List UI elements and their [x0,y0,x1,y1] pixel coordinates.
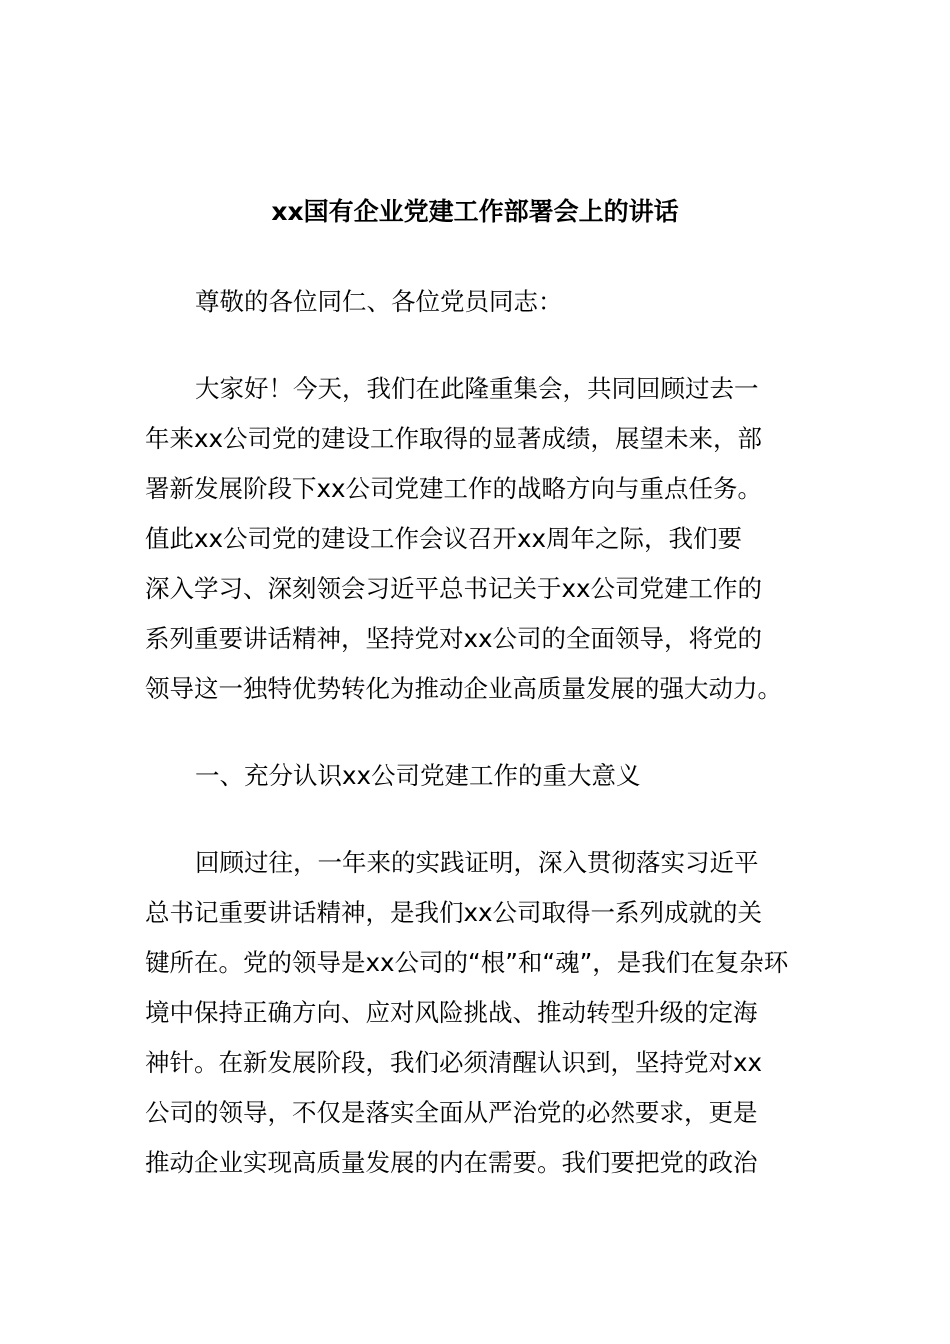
document-title: xx国有企业党建工作部署会上的讲话 [271,197,679,226]
paragraph-line: 大家好！今天，我们在此隆重集会，共同回顾过去一 [195,374,759,403]
paragraph-line: 公司的领导，不仅是落实全面从严治党的必然要求，更是 [145,1098,758,1127]
section-heading: 一、充分认识xx公司党建工作的重大意义 [195,761,641,790]
paragraph-gap [145,327,820,364]
paragraph-1 [145,364,820,714]
paragraph-line: 键所在。党的领导是xx公司的“根”和“魂”，是我们在复杂环 [145,948,789,977]
paragraph-gap [145,801,820,838]
paragraph-line: 境中保持正确方向、应对风险挑战、推动转型升级的定海 [145,998,758,1027]
paragraph-line: 神针。在新发展阶段，我们必须清醒认识到，坚持党对xx [145,1048,762,1077]
paragraph-line: 领导这一独特优势转化为推动企业高质量发展的强大动力。 [145,674,782,703]
paragraph-2 [145,838,820,1188]
paragraph-line: 年来xx公司党的建设工作取得的显著成绩，展望未来，部 [145,424,762,453]
document-body [145,277,820,1188]
paragraph-line: 推动企业实现高质量发展的内在需要。我们要把党的政治 [145,1148,758,1177]
paragraph-line: 系列重要讲话精神，坚持党对xx公司的全面领导，将党的 [145,624,762,653]
paragraph-line: 值此xx公司党的建设工作会议召开xx周年之际，我们要 [145,524,742,553]
paragraph-line: 深入学习、深刻领会习近平总书记关于xx公司党建工作的 [145,574,762,603]
paragraph-line: 署新发展阶段下xx公司党建工作的战略方向与重点任务。 [145,474,762,503]
paragraph-gap [145,714,820,751]
salutation: 尊敬的各位同仁、各位党员同志： [195,287,563,316]
paragraph-line: 回顾过往，一年来的实践证明，深入贯彻落实习近平 [195,848,759,877]
paragraph-line: 总书记重要讲话精神，是我们xx公司取得一系列成就的关 [145,898,762,927]
